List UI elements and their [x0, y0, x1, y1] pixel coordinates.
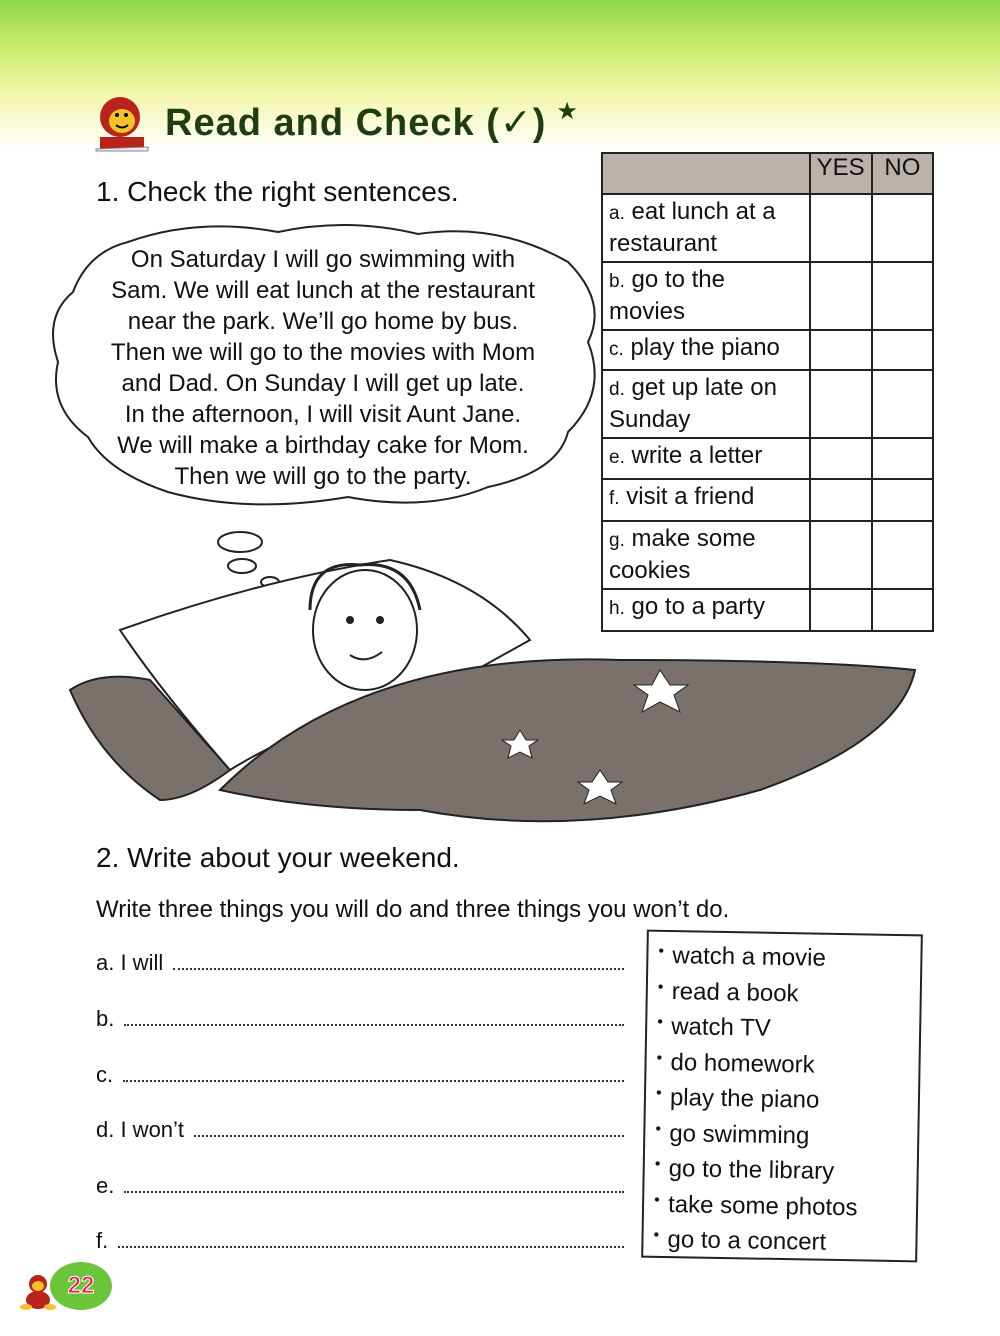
line-label: c. [96, 1062, 114, 1087]
no-checkbox[interactable] [872, 479, 933, 521]
word-bank-item: • watch a movie [672, 938, 921, 978]
line-label: a. I will [96, 950, 164, 975]
header-yes: YES [810, 153, 872, 194]
word-bank [641, 930, 923, 1263]
word-bank-item: • go to the library [668, 1151, 917, 1191]
story-line: Sam. We will eat lunch at the restaurant [111, 277, 535, 304]
yes-checkbox[interactable] [810, 479, 872, 521]
story-text [58, 244, 588, 492]
yes-checkbox[interactable] [810, 262, 872, 330]
table-row: e. write a letter [602, 438, 810, 479]
line-label: e. [96, 1173, 115, 1198]
story-line: near the park. We’ll go home by bus. [127, 308, 519, 335]
title-row [165, 100, 578, 145]
line-label: f. [96, 1228, 109, 1253]
yes-checkbox[interactable] [810, 438, 872, 479]
word-bank-item: • read a book [672, 974, 921, 1014]
yes-checkbox[interactable] [810, 370, 872, 438]
answer-line-e[interactable] [96, 1173, 624, 1199]
table-row: c. play the piano [602, 330, 810, 370]
story-line: In the afternoon, I will visit Aunt Jane. [124, 401, 522, 428]
section2-heading: 2. Write about your weekend. [96, 842, 460, 873]
answer-line-a[interactable] [96, 950, 624, 976]
word-bank-item: • go to a concert [667, 1222, 916, 1262]
star-icon: ★ [556, 98, 578, 125]
no-checkbox[interactable] [872, 194, 933, 262]
table-row: g. make some cookies [602, 521, 810, 589]
header-no: NO [872, 153, 933, 194]
story-line: We will make a birthday cake for Mom. [117, 432, 529, 459]
answer-line-c[interactable] [96, 1062, 624, 1088]
answer-line-f[interactable] [96, 1228, 624, 1254]
section1-heading: 1. Check the right sentences. [96, 176, 459, 207]
story-line: On Saturday I will go swimming with [130, 246, 516, 273]
no-checkbox[interactable] [872, 330, 933, 370]
monkey-sitting-icon [20, 1274, 60, 1310]
monkey-mascot-icon [92, 95, 152, 153]
answer-line-d[interactable] [96, 1117, 624, 1143]
table-row: h. go to a party [602, 589, 810, 631]
no-checkbox[interactable] [872, 438, 933, 479]
line-label: d. I won’t [96, 1117, 185, 1142]
yes-checkbox[interactable] [810, 330, 872, 370]
header-blank [602, 153, 810, 194]
table-row: b. go to the movies [602, 262, 810, 330]
answer-line-b[interactable] [96, 1006, 624, 1032]
word-bank-item: • play the piano [670, 1080, 919, 1120]
word-bank-item: • go swimming [669, 1116, 918, 1156]
table-row: a. eat lunch at a restaurant [602, 194, 810, 262]
story-line: and Dad. On Sunday I will get up late. [121, 370, 525, 397]
yes-checkbox[interactable] [810, 194, 872, 262]
no-checkbox[interactable] [872, 370, 933, 438]
line-label: b. [96, 1006, 115, 1031]
table-row: d. get up late on Sunday [602, 370, 810, 438]
girl-in-bed-illustration [60, 520, 930, 830]
page-title: Read and Check (✓) [165, 102, 547, 144]
story-line: Then we will go to the movies with Mom [110, 339, 536, 366]
no-checkbox[interactable] [872, 262, 933, 330]
word-bank-item: • watch TV [671, 1009, 920, 1049]
word-bank-item: • do homework [670, 1045, 919, 1085]
word-bank-item: • take some photos [668, 1187, 917, 1227]
page-number: 22 [50, 1262, 112, 1310]
section2-instruction: Write three things you will do and three things you won’t do. [96, 896, 730, 923]
story-line: Then we will go to the party. [174, 463, 472, 490]
table-row: f. visit a friend [602, 479, 810, 521]
